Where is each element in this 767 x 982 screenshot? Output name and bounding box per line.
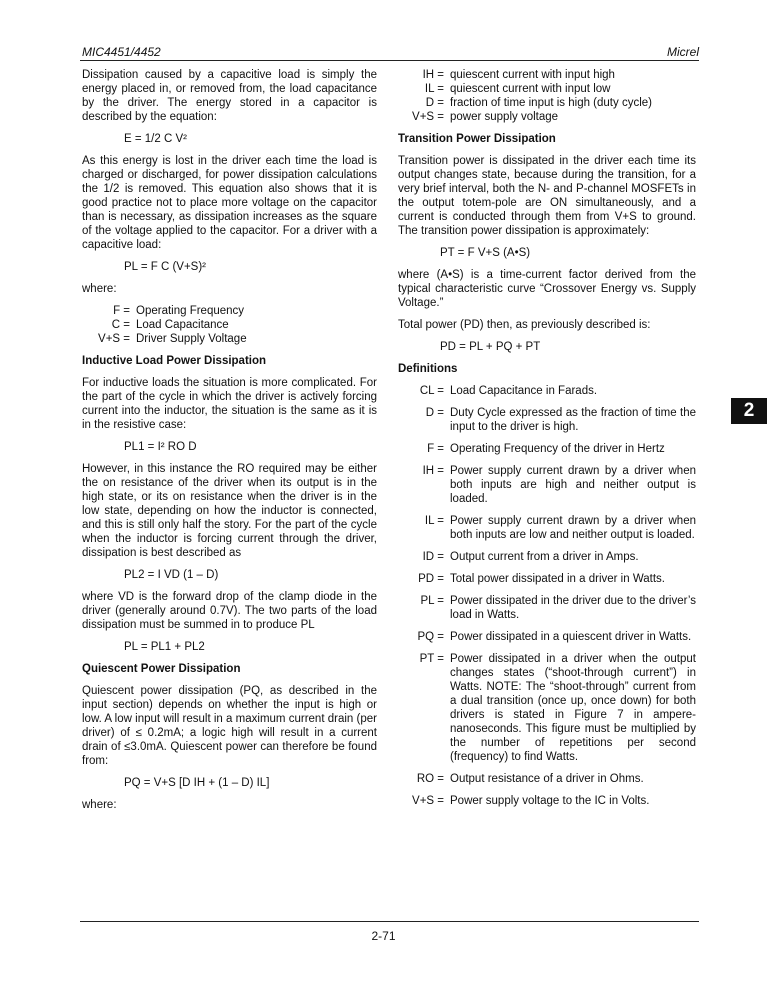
page-number: 2-71 xyxy=(371,929,396,943)
definitions-list xyxy=(398,384,696,808)
footer-divider xyxy=(80,921,699,922)
paragraph-quiescent: Quiescent power dissipation (PQ, as described in the input section) depends on whether the input is high or low. A low input will result in a maximum current drain (per driver) of ≤ 0.2mA; a logic high will result in a current drain of ≤3.0mA. Quiescent power can therefore be found from: xyxy=(82,685,377,767)
list-item: IH = quiescent current with input high xyxy=(422,69,615,81)
paragraph-as: where (A•S) is a time-current factor derived from the typical characteristic curve “Crossover Energy vs. Supply Voltage.” xyxy=(398,269,696,309)
section-tab: 2 xyxy=(731,398,767,424)
equation-capacitive-load: PL = F C (V+S)² xyxy=(124,261,207,273)
paragraph-transition: Transition power is dissipated in the driver each time its output changes state, because during the transition, for a very brief interval, both the N- and P-channel MOSFETs in the output totem-pole are ON simultaneously, and a current is conducted through them from V+S to ground. The transition power dissipation is approximately: xyxy=(398,155,696,237)
paragraph-however: However, in this instance the RO required may be either the on resistance of the driver when its output is in the high state, or its on resistance when the driver is in the low state, depending on how the inductor is connected, and this is still only half the story. For the part of the cycle when the inductor is forcing current through the driver, dissipation is best described as xyxy=(82,463,377,559)
paragraph-inductive: For inductive loads the situation is more complicated. For the part of the cycle in which the driver is actively forcing current into the inductor, the situation is the same as it is in the resistive case: xyxy=(82,377,377,431)
heading-inductive: Inductive Load Power Dissipation xyxy=(82,355,267,367)
list-item: PD = Total power dissipated in a driver in Watts. xyxy=(418,573,665,585)
equation-pl1: PL1 = I² RO D xyxy=(124,441,197,453)
equation-pl-sum: PL = PL1 + PL2 xyxy=(124,641,205,653)
list-item: ID = Output current from a driver in Amps. xyxy=(422,551,639,563)
list-item: C = Load Capacitance xyxy=(111,319,229,331)
list-item: D = Duty Cycle expressed as the fraction of time the input to the driver is high. xyxy=(425,407,696,433)
paragraph-energy: As this energy is lost in the driver each time the load is charged or discharged, for power dissipation calculations the 1/2 is removed. This equation also shows that it is good practice not to place more voltage on the capacitor than is necessary, as dissipation increases as the square of the voltage applied to the capacitor. For a driver with a capacitive load: xyxy=(82,155,377,251)
list-item: D = fraction of time input is high (duty cycle) xyxy=(425,97,652,109)
list-item: CL = Load Capacitance in Farads. xyxy=(419,385,598,397)
heading-definitions: Definitions xyxy=(398,363,458,375)
list-item: IL = quiescent current with input low xyxy=(424,83,611,95)
variable-list-quiescent xyxy=(398,68,696,124)
header-brand: Micrel xyxy=(667,45,699,59)
heading-quiescent: Quiescent Power Dissipation xyxy=(82,663,241,675)
list-item: V+S = Power supply voltage to the IC in Volts. xyxy=(412,795,650,807)
where-label: where: xyxy=(82,283,117,295)
list-item: F = Operating Frequency of the driver in Hertz xyxy=(427,443,665,455)
equation-pq: PQ = V+S [D IH + (1 – D) IL] xyxy=(124,777,270,789)
heading-transition: Transition Power Dissipation xyxy=(398,133,556,145)
right-column xyxy=(398,68,696,816)
paragraph-intro: Dissipation caused by a capacitive load is simply the energy placed in, or removed from, the load capacitance by the driver. The energy stored in a capacitor is described by the equation: xyxy=(82,69,377,123)
equation-pd: PD = PL + PQ + PT xyxy=(440,341,541,353)
list-item: PQ = Power dissipated in a quiescent driver in Watts. xyxy=(417,631,692,643)
equation-pt: PT = F V+S (A•S) xyxy=(440,247,531,259)
list-item: IL = Power supply current drawn by a driver when both inputs are low and neither output is loaded. xyxy=(424,515,696,541)
list-item: V+S = Driver Supply Voltage xyxy=(98,333,247,345)
list-item: RO = Output resistance of a driver in Ohms. xyxy=(416,773,644,785)
header-divider xyxy=(80,60,699,61)
header-part-number: MIC4451/4452 xyxy=(82,45,161,59)
where-label: where: xyxy=(82,799,117,811)
paragraph-vd: where VD is the forward drop of the clamp diode in the driver (generally around 0.7V). The two parts of the load dissipation must be summed in to produce PL xyxy=(82,591,377,631)
equation-energy: E = 1/2 C V² xyxy=(124,133,187,145)
equation-pl2: PL2 = I VD (1 – D) xyxy=(124,569,219,581)
list-item: PL = Power dissipated in the driver due to the driver’s load in Watts. xyxy=(420,595,696,621)
variable-list-capacitive xyxy=(82,304,377,346)
left-column xyxy=(82,68,377,820)
list-item: IH = Power supply current drawn by a driver when both inputs are high and neither output is loaded. xyxy=(422,465,696,505)
paragraph-total: Total power (PD) then, as previously described is: xyxy=(398,319,651,331)
list-item: F = Operating Frequency xyxy=(113,305,245,317)
list-item: V+S = power supply voltage xyxy=(412,111,559,123)
list-item: PT = Power dissipated in a driver when the output changes states (“shoot-through current”) in Watts. NOTE: The “shoot-through” current from a dual transition (once up, once down) for both drivers is stated in Figure 7 in ampere-nanoseconds. This figure must be multiplied by the number of repetitions per second (frequency) to find Watts. xyxy=(419,653,696,763)
